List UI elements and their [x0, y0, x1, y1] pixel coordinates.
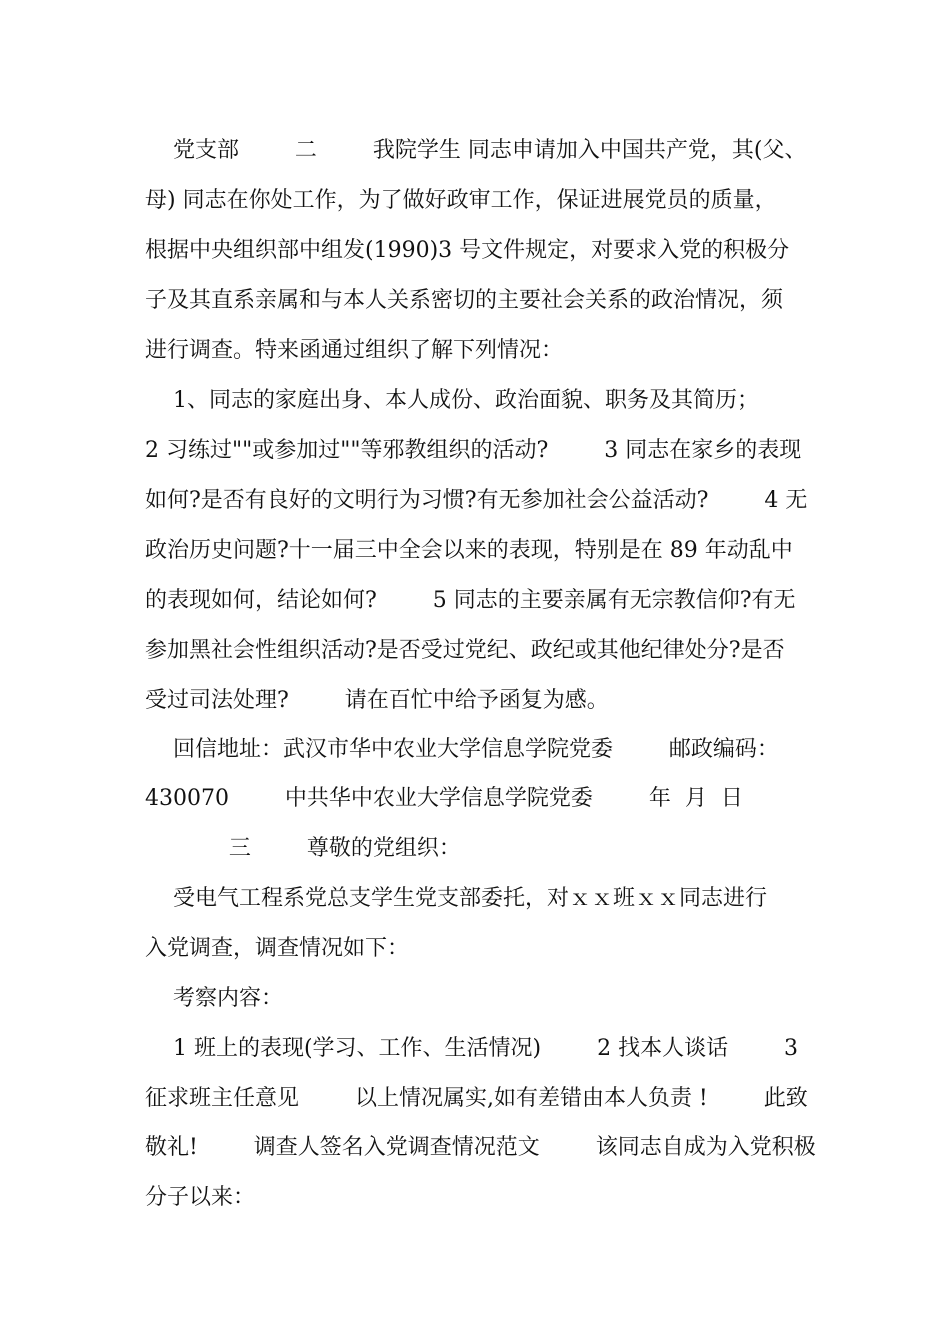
text-line: 1、同志的家庭出身、本人成份、政治面貌、职务及其简历；: [145, 388, 759, 413]
text-line: 子及其直系亲属和与本人关系密切的主要社会关系的政治情况，须: [145, 288, 784, 313]
text-line: 分子以来：: [145, 1185, 256, 1210]
text-line: 政治历史问题?十一届三中全会以来的表现，特别是在 89 年动乱中: [145, 538, 793, 563]
text-line: 入党调查，调查情况如下：: [145, 936, 410, 961]
text-line: 党支部 二 我院学生 同志申请加入中国共产党，其(父、: [145, 138, 807, 163]
text-line: 回信地址：武汉市华中农业大学信息学院党委 邮政编码：: [145, 737, 779, 762]
text-line: 母) 同志在你处工作，为了做好政审工作，保证进展党员的质量，: [145, 188, 777, 213]
text-line: 敬礼! 调查人签名入党调查情况范文 该同志自成为入党积极: [145, 1135, 816, 1160]
text-line: 受过司法处理? 请在百忙中给予函复为感。: [145, 688, 609, 713]
text-line: 根据中央组织部中组发(1990)3 号文件规定，对要求入党的积极分: [145, 238, 790, 263]
text-line: 征求班主任意见 以上情况属实,如有差错由本人负责 ! 此致: [145, 1086, 808, 1111]
text-line: 三 尊敬的党组织：: [145, 836, 461, 861]
text-line: 2 习练过""或参加过""等邪教组织的活动? 3 同志在家乡的表现: [145, 438, 802, 463]
text-line: 1 班上的表现(学习、工作、生活情况) 2 找本人谈话 3: [145, 1036, 799, 1061]
text-line: 的表现如何，结论如何? 5 同志的主要亲属有无宗教信仰?有无: [145, 588, 796, 613]
text-line: 进行调查。特来函通过组织了解下列情况：: [145, 338, 564, 363]
text-line: 如何?是否有良好的文明行为习惯?有无参加社会公益活动? 4 无: [145, 488, 808, 513]
text-line: 考察内容：: [145, 986, 283, 1011]
text-line: 受电气工程系党总支学生党支部委托，对ｘｘ班ｘｘ同志进行: [145, 886, 767, 911]
text-line: 参加黑社会性组织活动?是否受过党纪、政纪或其他纪律处分?是否: [145, 638, 785, 663]
text-line: 430070 中共华中农业大学信息学院党委 年 月 日: [145, 786, 743, 811]
